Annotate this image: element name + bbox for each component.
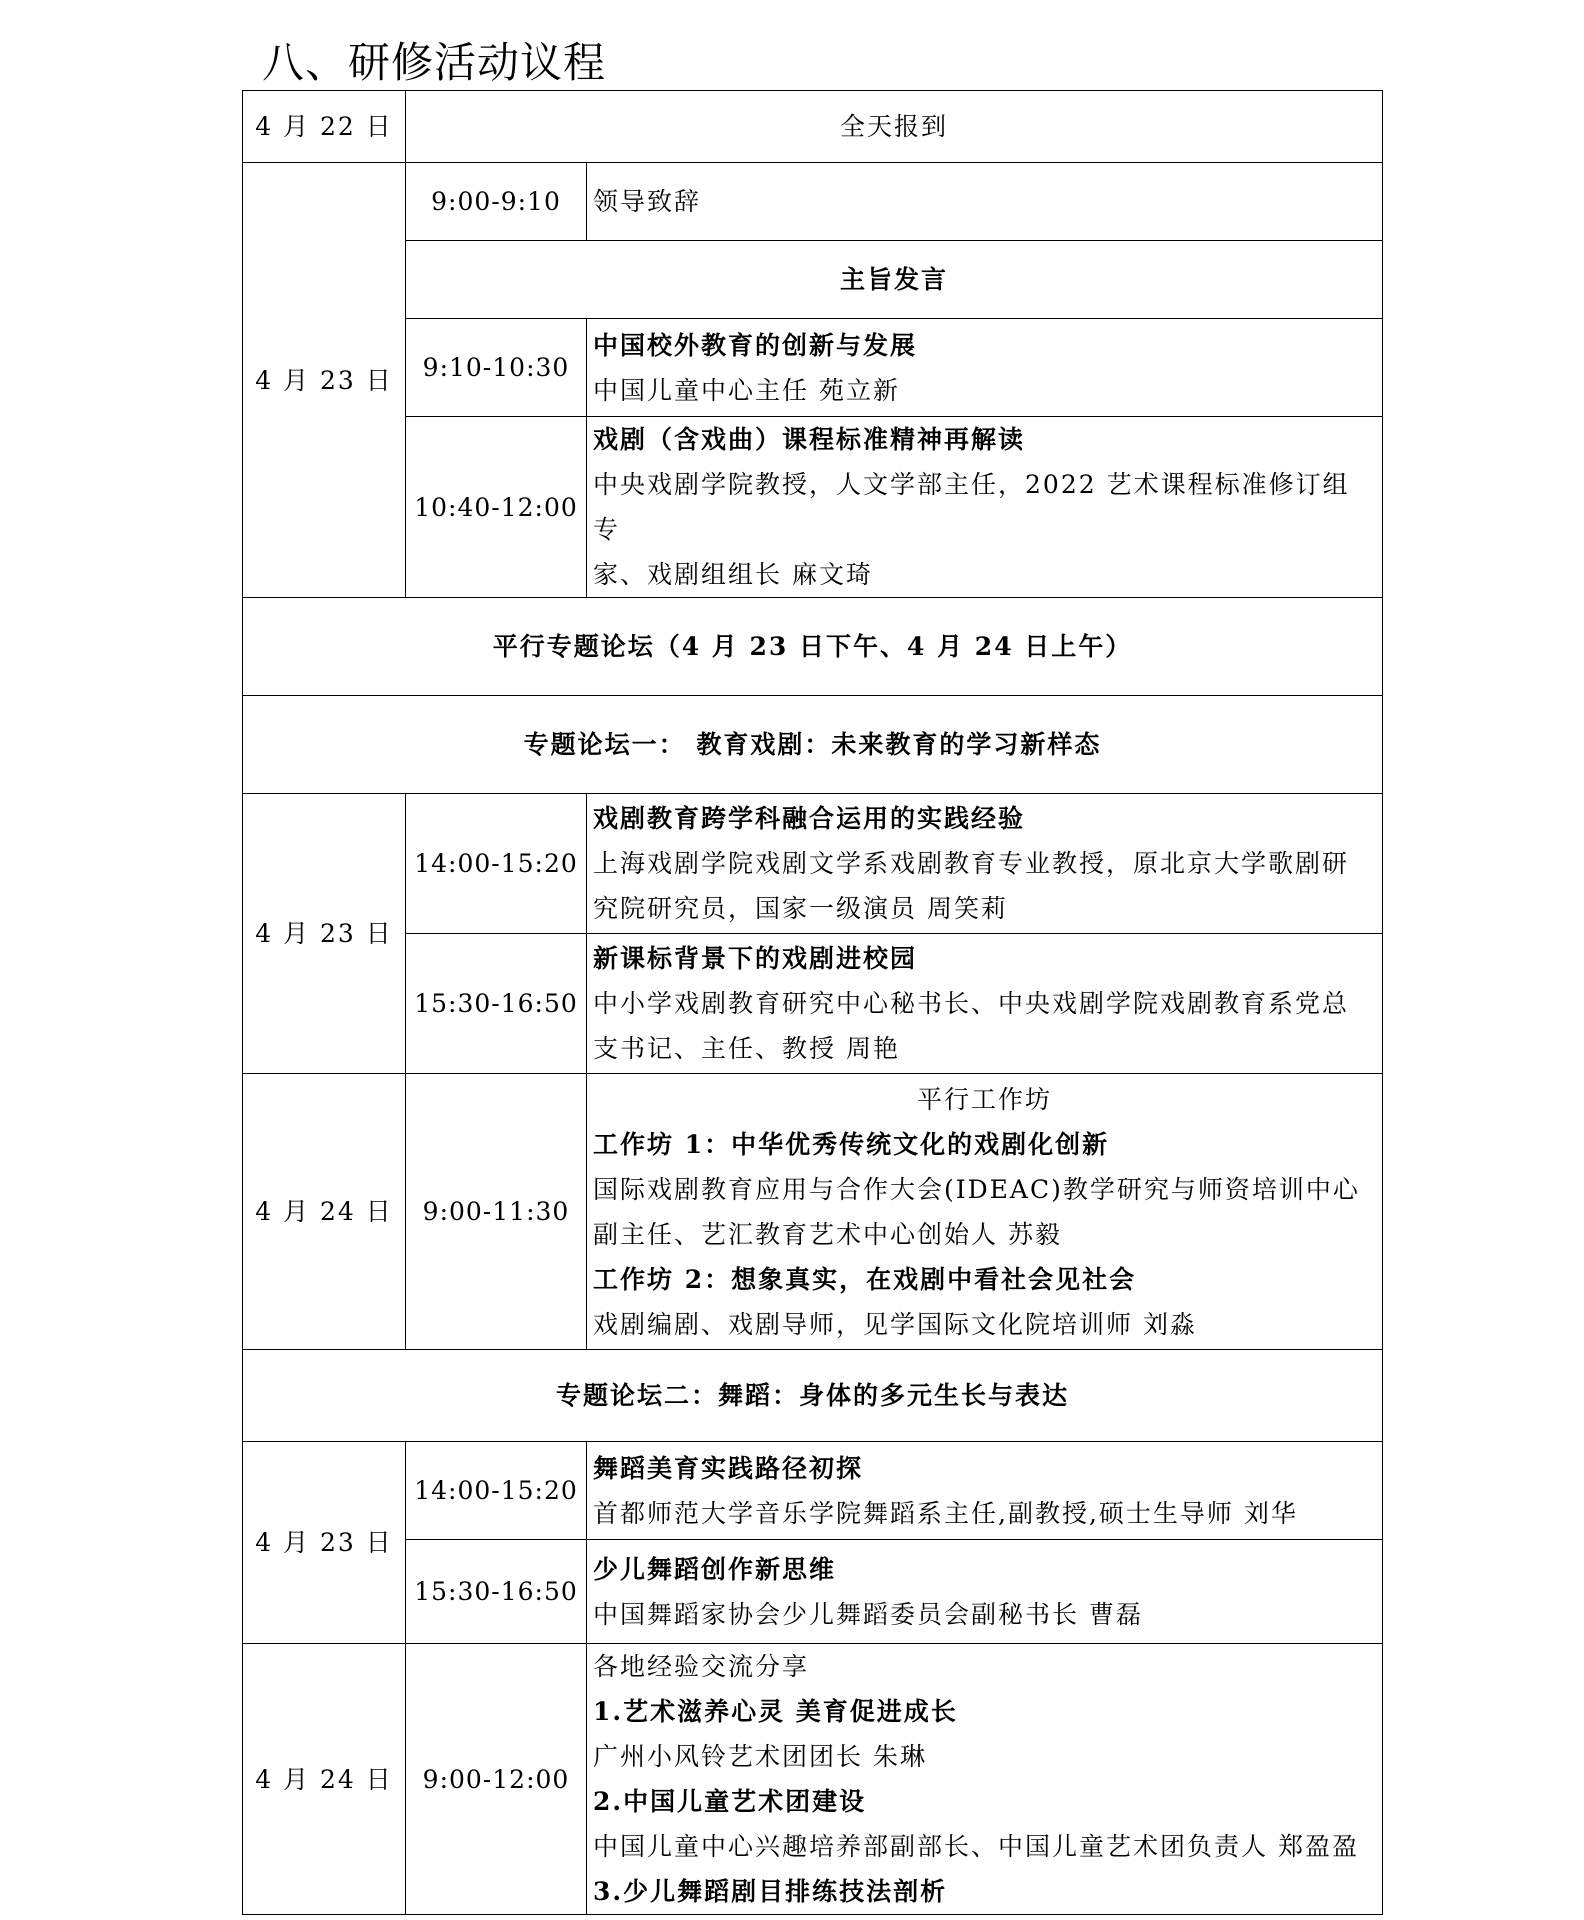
workshop-speaker: 副主任、艺汇教育艺术中心创始人 苏毅	[593, 1219, 1062, 1249]
talk-speaker: 支书记、主任、教授 周艳	[593, 1034, 900, 1063]
talk-speaker: 中央戏剧学院教授，人文学部主任，2022 艺术课程标准修订组专	[593, 470, 1350, 544]
talk-cell	[587, 417, 1383, 598]
time-cell: 9:00-11:30	[406, 1074, 587, 1350]
workshop-cell	[587, 1074, 1383, 1350]
time-cell: 15:30-16:50	[406, 934, 587, 1074]
table-row	[243, 1350, 1383, 1442]
date-cell: 4 月 24 日	[243, 1644, 406, 1915]
table-row	[243, 163, 1383, 241]
exchange-speaker: 中国儿童中心兴趣培养部副部长、中国儿童艺术团负责人 郑盈盈	[593, 1832, 1359, 1861]
date-cell: 4 月 22 日	[243, 91, 406, 163]
keynote-header: 主旨发言	[406, 241, 1383, 319]
table-row	[243, 598, 1383, 696]
talk-cell	[587, 934, 1383, 1074]
time-cell: 14:00-15:20	[406, 794, 587, 934]
table-row	[243, 319, 1383, 417]
talk-speaker: 首都师范大学音乐学院舞蹈系主任,副教授,硕士生导师 刘华	[593, 1498, 1298, 1528]
exchange-title: 3.少儿舞蹈剧目排练技法剖析	[593, 1877, 948, 1906]
talk-title: 戏剧（含戏曲）课程标准精神再解读	[593, 425, 1026, 454]
talk-cell	[587, 794, 1383, 934]
talk-title: 少儿舞蹈创作新思维	[593, 1554, 837, 1584]
time-cell: 15:30-16:50	[406, 1540, 587, 1644]
workshop-speaker: 戏剧编剧、戏剧导师，见学国际文化院培训师 刘淼	[593, 1309, 1197, 1339]
forum-header: 专题论坛二：舞蹈：身体的多元生长与表达	[243, 1350, 1383, 1442]
date-cell: 4 月 23 日	[243, 1442, 406, 1644]
forum-header: 专题论坛一： 教育戏剧：未来教育的学习新样态	[243, 696, 1383, 794]
workshop-title: 工作坊 2：想象真实，在戏剧中看社会见社会	[593, 1264, 1137, 1294]
exchange-title: 1.艺术滋养心灵 美育促进成长	[593, 1697, 958, 1726]
date-cell: 4 月 23 日	[243, 163, 406, 598]
talk-speaker: 家、戏剧组组长 麻文琦	[593, 560, 873, 589]
workshop-title: 工作坊 1：中华优秀传统文化的戏剧化创新	[593, 1129, 1110, 1159]
exchange-speaker: 广州小风铃艺术团团长 朱琳	[593, 1742, 927, 1771]
exchange-header: 各地经验交流分享	[593, 1652, 810, 1681]
time-cell: 10:40-12:00	[406, 417, 587, 598]
talk-cell	[587, 1540, 1383, 1644]
talk-speaker: 上海戏剧学院戏剧文学系戏剧教育专业教授，原北京大学歌剧研	[593, 849, 1350, 878]
talk-speaker: 究院研究员，国家一级演员 周笑莉	[593, 894, 1008, 923]
exchange-title: 2.中国儿童艺术团建设	[593, 1787, 867, 1816]
agenda-table	[242, 90, 1383, 1915]
talk-cell	[587, 319, 1383, 417]
table-row	[243, 241, 1383, 319]
date-cell: 4 月 23 日	[243, 794, 406, 1074]
table-row	[243, 794, 1383, 934]
table-row	[243, 696, 1383, 794]
talk-speaker: 中国舞蹈家协会少儿舞蹈委员会副秘书长 曹磊	[593, 1599, 1143, 1629]
talk-speaker: 中小学戏剧教育研究中心秘书长、中央戏剧学院戏剧教育系党总	[593, 989, 1350, 1018]
time-cell: 9:00-9:10	[406, 163, 587, 241]
table-row	[243, 934, 1383, 1074]
talk-title: 中国校外教育的创新与发展	[593, 330, 918, 360]
talk-speaker: 中国儿童中心主任 苑立新	[593, 375, 900, 405]
talk-title: 戏剧教育跨学科融合运用的实践经验	[593, 804, 1026, 833]
talk-title: 舞蹈美育实践路径初探	[593, 1453, 864, 1483]
opening-cell: 领导致辞	[587, 163, 1383, 241]
table-row	[243, 1442, 1383, 1540]
table-row	[243, 417, 1383, 598]
parallel-forum-header: 平行专题论坛（4 月 23 日下午、4 月 24 日上午）	[243, 598, 1383, 696]
table-row	[243, 91, 1383, 163]
time-cell: 9:00-12:00	[406, 1644, 587, 1915]
workshop-header: 平行工作坊	[916, 1084, 1052, 1114]
registration-cell: 全天报到	[406, 91, 1383, 163]
table-row	[243, 1644, 1383, 1915]
time-cell: 9:10-10:30	[406, 319, 587, 417]
section-title: 八、研修活动议程	[262, 38, 607, 87]
date-cell: 4 月 24 日	[243, 1074, 406, 1350]
table-row	[243, 1540, 1383, 1644]
talk-title: 新课标背景下的戏剧进校园	[593, 944, 918, 973]
exchange-cell	[587, 1644, 1383, 1915]
table-row	[243, 1074, 1383, 1350]
time-cell: 14:00-15:20	[406, 1442, 587, 1540]
workshop-speaker: 国际戏剧教育应用与合作大会(IDEAC)教学研究与师资培训中心	[593, 1174, 1360, 1204]
talk-cell	[587, 1442, 1383, 1540]
